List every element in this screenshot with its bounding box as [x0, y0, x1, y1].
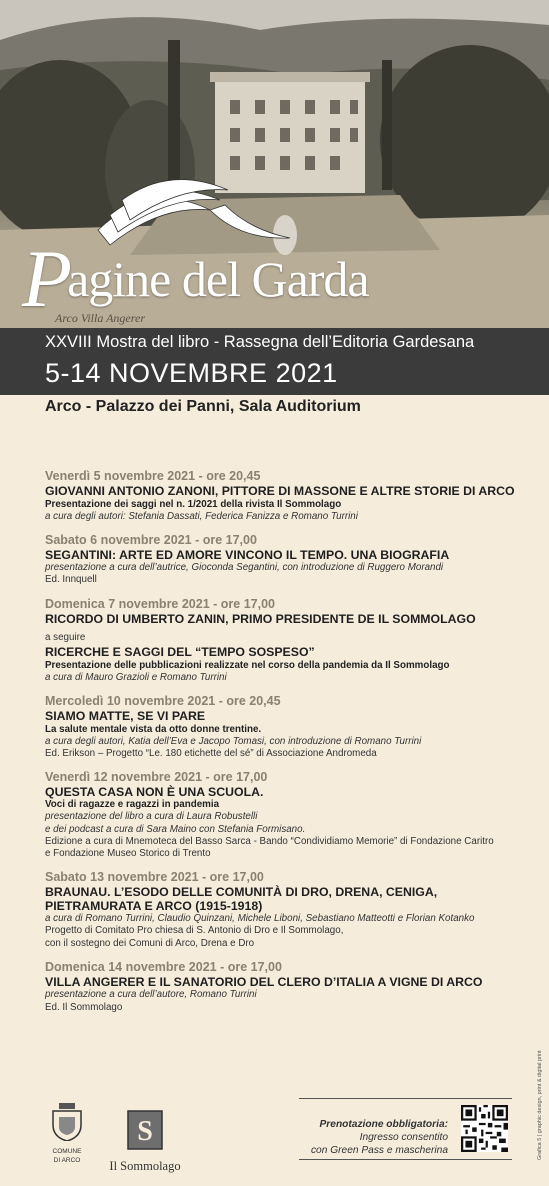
event-item	[45, 960, 525, 1014]
event-curators: presentazione del libro a cura di Laura Robustelli	[45, 811, 258, 823]
booking-title: Prenotazione obbligatoria:	[319, 1119, 448, 1130]
qr-code-icon[interactable]	[461, 1105, 508, 1152]
comune-arco-logo	[46, 1103, 88, 1164]
event-title-secondary: RICERCHE E SAGGI DEL “TEMPO SOSPESO”	[45, 645, 315, 660]
coat-of-arms-icon	[51, 1103, 83, 1141]
event-presentation: Presentazione dei saggi nel n. 1/2021 della rivista Il Sommolago	[45, 498, 342, 510]
event-followup-label: a seguire	[45, 632, 86, 644]
event-presentation: Voci di ragazze e ragazzi in pandemia	[45, 799, 220, 811]
exhibition-subtitle: XXVIII Mostra del libro - Rassegna dell’Editoria Gardesana	[45, 333, 475, 351]
event-note: Edizione a cura di Mnemoteca del Basso Sarca - Bando “Condividiamo Memorie” di Fondazione Caritro	[45, 835, 494, 847]
event-title: QUESTA CASA NON È UNA SCUOLA.	[45, 784, 264, 799]
event-note-extra: con il sostegno dei Comuni di Arco, Drena e Dro	[45, 937, 255, 949]
comune-label-1: COMUNE	[52, 1148, 82, 1155]
event-note-extra: e Fondazione Museo Storico di Trento	[45, 848, 211, 860]
divider	[299, 1098, 512, 1099]
event-title: VILLA ANGERER E IL SANATORIO DEL CLERO D’ITALIA A VIGNE DI ARCO	[45, 974, 483, 989]
event-title: SEGANTINI: ARTE ED AMORE VINCONO IL TEMPO. UNA BIOGRAFIA	[45, 547, 450, 562]
event-date: Domenica 7 novembre 2021 - ore 17,00	[45, 596, 275, 611]
event-curators-extra: e dei podcast a cura di Sara Maino con Stefania Formisano.	[45, 823, 306, 835]
event-title: RICORDO DI UMBERTO ZANIN, PRIMO PRESIDENTE DE IL SOMMOLAGO	[45, 611, 476, 626]
event-title: BRAUNAU. L’ESODO DELLE COMUNITÀ DI DRO, DRENA, CENIGA,	[45, 885, 438, 900]
event-title: GIOVANNI ANTONIO ZANONI, PITTORE DI MASSONE E ALTRE STORIE DI ARCO	[45, 484, 515, 498]
event-date: Mercoledì 10 novembre 2021 - ore 20,45	[45, 694, 281, 709]
brand-title-rest: agine del Garda	[67, 251, 369, 307]
event-note: Ed. Innquell	[45, 574, 97, 586]
event-curators: presentazione a cura dell’autore, Romano Turrini	[45, 989, 257, 1001]
event-presentation: Presentazione delle pubblicazioni realizzate nel corso della pandemia da Il Sommolago	[45, 659, 450, 671]
event-item	[45, 469, 525, 523]
booking-info	[311, 1118, 448, 1157]
event-curators: a cura degli autori, Katia dell’Eva e Jacopo Tomasi, con introduzione di Romano Turrini	[45, 735, 422, 747]
design-credit: Grafica 5 | graphic design, print & digital print	[537, 1050, 543, 1160]
event-item	[45, 770, 525, 860]
event-item	[45, 870, 525, 950]
event-date: Domenica 14 novembre 2021 - ore 17,00	[45, 959, 282, 974]
event-curators: a cura di Romano Turrini, Claudio Quinzani, Michele Liboni, Sebastiano Matteotti e Florian Kotanko	[45, 913, 475, 925]
hero-photo	[0, 0, 549, 328]
sommolago-label: Il Sommolago	[109, 1159, 181, 1173]
booking-line: con Green Pass e mascherina	[310, 1145, 448, 1156]
event-date: Venerdì 5 novembre 2021 - ore 20,45	[45, 469, 261, 483]
brand-title-cap: P	[22, 233, 72, 324]
title-band	[0, 328, 549, 395]
event-date: Sabato 6 novembre 2021 - ore 17,00	[45, 532, 257, 547]
event-item	[45, 597, 525, 684]
svg-text:S: S	[137, 1116, 153, 1147]
event-curators: a cura di Mauro Grazioli e Romano Turrini	[45, 671, 227, 683]
event-date: Sabato 13 novembre 2021 - ore 17,00	[45, 870, 264, 885]
event-note: Ed. Erikson – Progetto “Le. 180 etichette del sé” di Associazione Andromeda	[45, 747, 377, 759]
event-item	[45, 533, 525, 587]
event-list	[45, 469, 525, 1024]
exhibition-dates: 5-14 NOVEMBRE 2021	[45, 358, 338, 388]
comune-label-2: DI ARCO	[53, 1157, 81, 1164]
event-curators: presentazione a cura dell’autrice, Gioconda Segantini, con introduzione di Ruggero Morandi	[45, 562, 444, 574]
event-note: Progetto di Comitato Pro chiesa di S. Antonio di Dro e Il Sommolago,	[45, 925, 344, 937]
divider	[299, 1159, 512, 1160]
sommolago-emblem-icon	[127, 1110, 163, 1150]
venue: Arco - Palazzo dei Panni, Sala Auditorium	[45, 398, 361, 415]
booking-line: Ingresso consentito	[359, 1132, 448, 1143]
handwritten-caption: Arco Villa Angerer	[55, 311, 145, 325]
event-date: Venerdì 12 novembre 2021 - ore 17,00	[45, 769, 268, 784]
event-curators: a cura degli autori: Stefania Dassati, Federica Fanizza e Romano Turrini	[45, 510, 358, 522]
event-title-extra: PIETRAMURATA E ARCO (1915-1918)	[45, 898, 263, 913]
event-presentation: La salute mentale vista da otto donne trentine.	[45, 723, 262, 735]
sommolago-logo	[104, 1110, 186, 1174]
event-note: Ed. Il Sommolago	[45, 1001, 123, 1013]
event-title: SIAMO MATTE, SE VI PARE	[45, 709, 206, 724]
event-item	[45, 694, 525, 760]
